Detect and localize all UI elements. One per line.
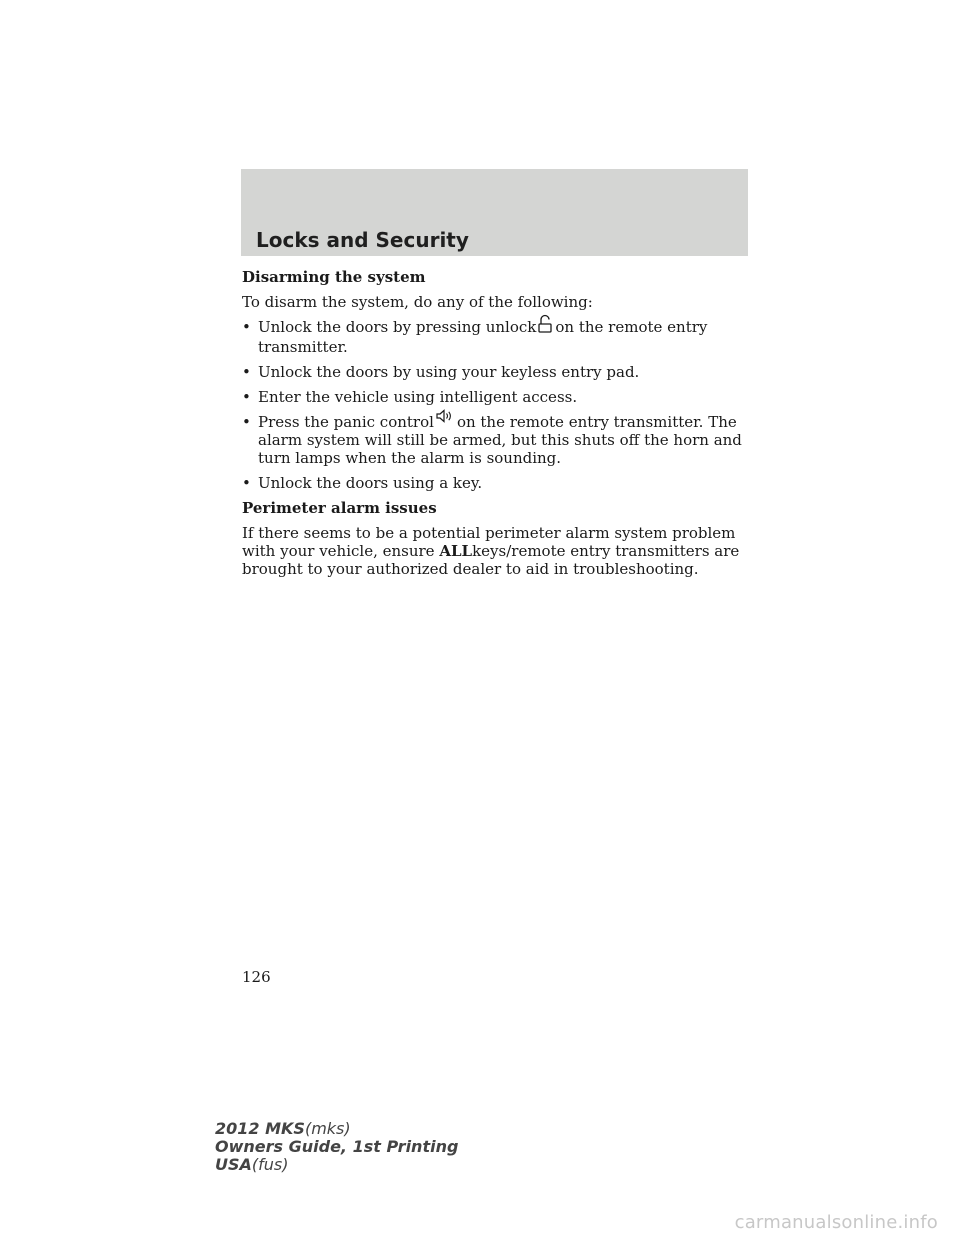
footer-model-code: (mks) <box>304 1119 351 1138</box>
disarm-intro: To disarm the system, do any of the following: <box>242 293 593 311</box>
bullet-text: Unlock the doors by using your keyless entry pad. <box>258 363 640 381</box>
list-item <box>242 413 762 467</box>
list-item <box>242 318 762 356</box>
page-number: 126 <box>242 968 271 986</box>
footer-model: 2012 MKS <box>215 1119 305 1138</box>
bullet-dot: • <box>242 413 251 431</box>
list-item <box>242 474 762 492</box>
bullet-dot: • <box>242 363 251 381</box>
bullet-text: on the remote entry transmitter. The alarm system will still be armed, but this shuts off the horn and turn lamps when the alarm is sounding. <box>258 413 742 467</box>
bullet-dot: • <box>242 474 251 492</box>
footer-market-code: (fus) <box>251 1155 289 1174</box>
perimeter-paragraph <box>242 524 762 578</box>
section-title: Locks and Security <box>256 228 469 252</box>
disarm-heading: Disarming the system <box>242 268 426 286</box>
perimeter-heading: Perimeter alarm issues <box>242 499 437 517</box>
perimeter-text: If there seems to be a potential perimeter alarm system problem with your vehicle, ensure <box>242 524 736 560</box>
list-item <box>242 363 762 381</box>
page-content <box>242 268 762 585</box>
bullet-dot: • <box>242 388 251 406</box>
panic-icon <box>436 409 454 427</box>
bullet-text: on the remote entry transmitter. <box>258 318 708 356</box>
bullet-text: Press the panic control <box>258 413 434 431</box>
bullet-text: Unlock the doors using a key. <box>258 474 483 492</box>
perimeter-text: keys/remote entry transmitters are brought to your authorized dealer to aid in troubleshooting. <box>242 542 740 578</box>
footer-printing: Owners Guide, 1st Printing <box>215 1137 459 1156</box>
footer-line-model <box>215 1120 458 1138</box>
bullet-dot: • <box>242 318 251 336</box>
footer-line-market <box>215 1156 458 1174</box>
section-header-bar <box>241 169 748 256</box>
perimeter-emphasis: ALL <box>439 542 473 560</box>
watermark: carmanualsonline.info <box>734 1212 938 1233</box>
bullet-text: Enter the vehicle using intelligent access. <box>258 388 578 406</box>
document-footer <box>215 1120 458 1174</box>
footer-market: USA <box>215 1155 252 1174</box>
bullet-text: Unlock the doors by pressing unlock <box>258 318 537 336</box>
unlock-icon <box>538 314 552 338</box>
list-item <box>242 388 762 406</box>
